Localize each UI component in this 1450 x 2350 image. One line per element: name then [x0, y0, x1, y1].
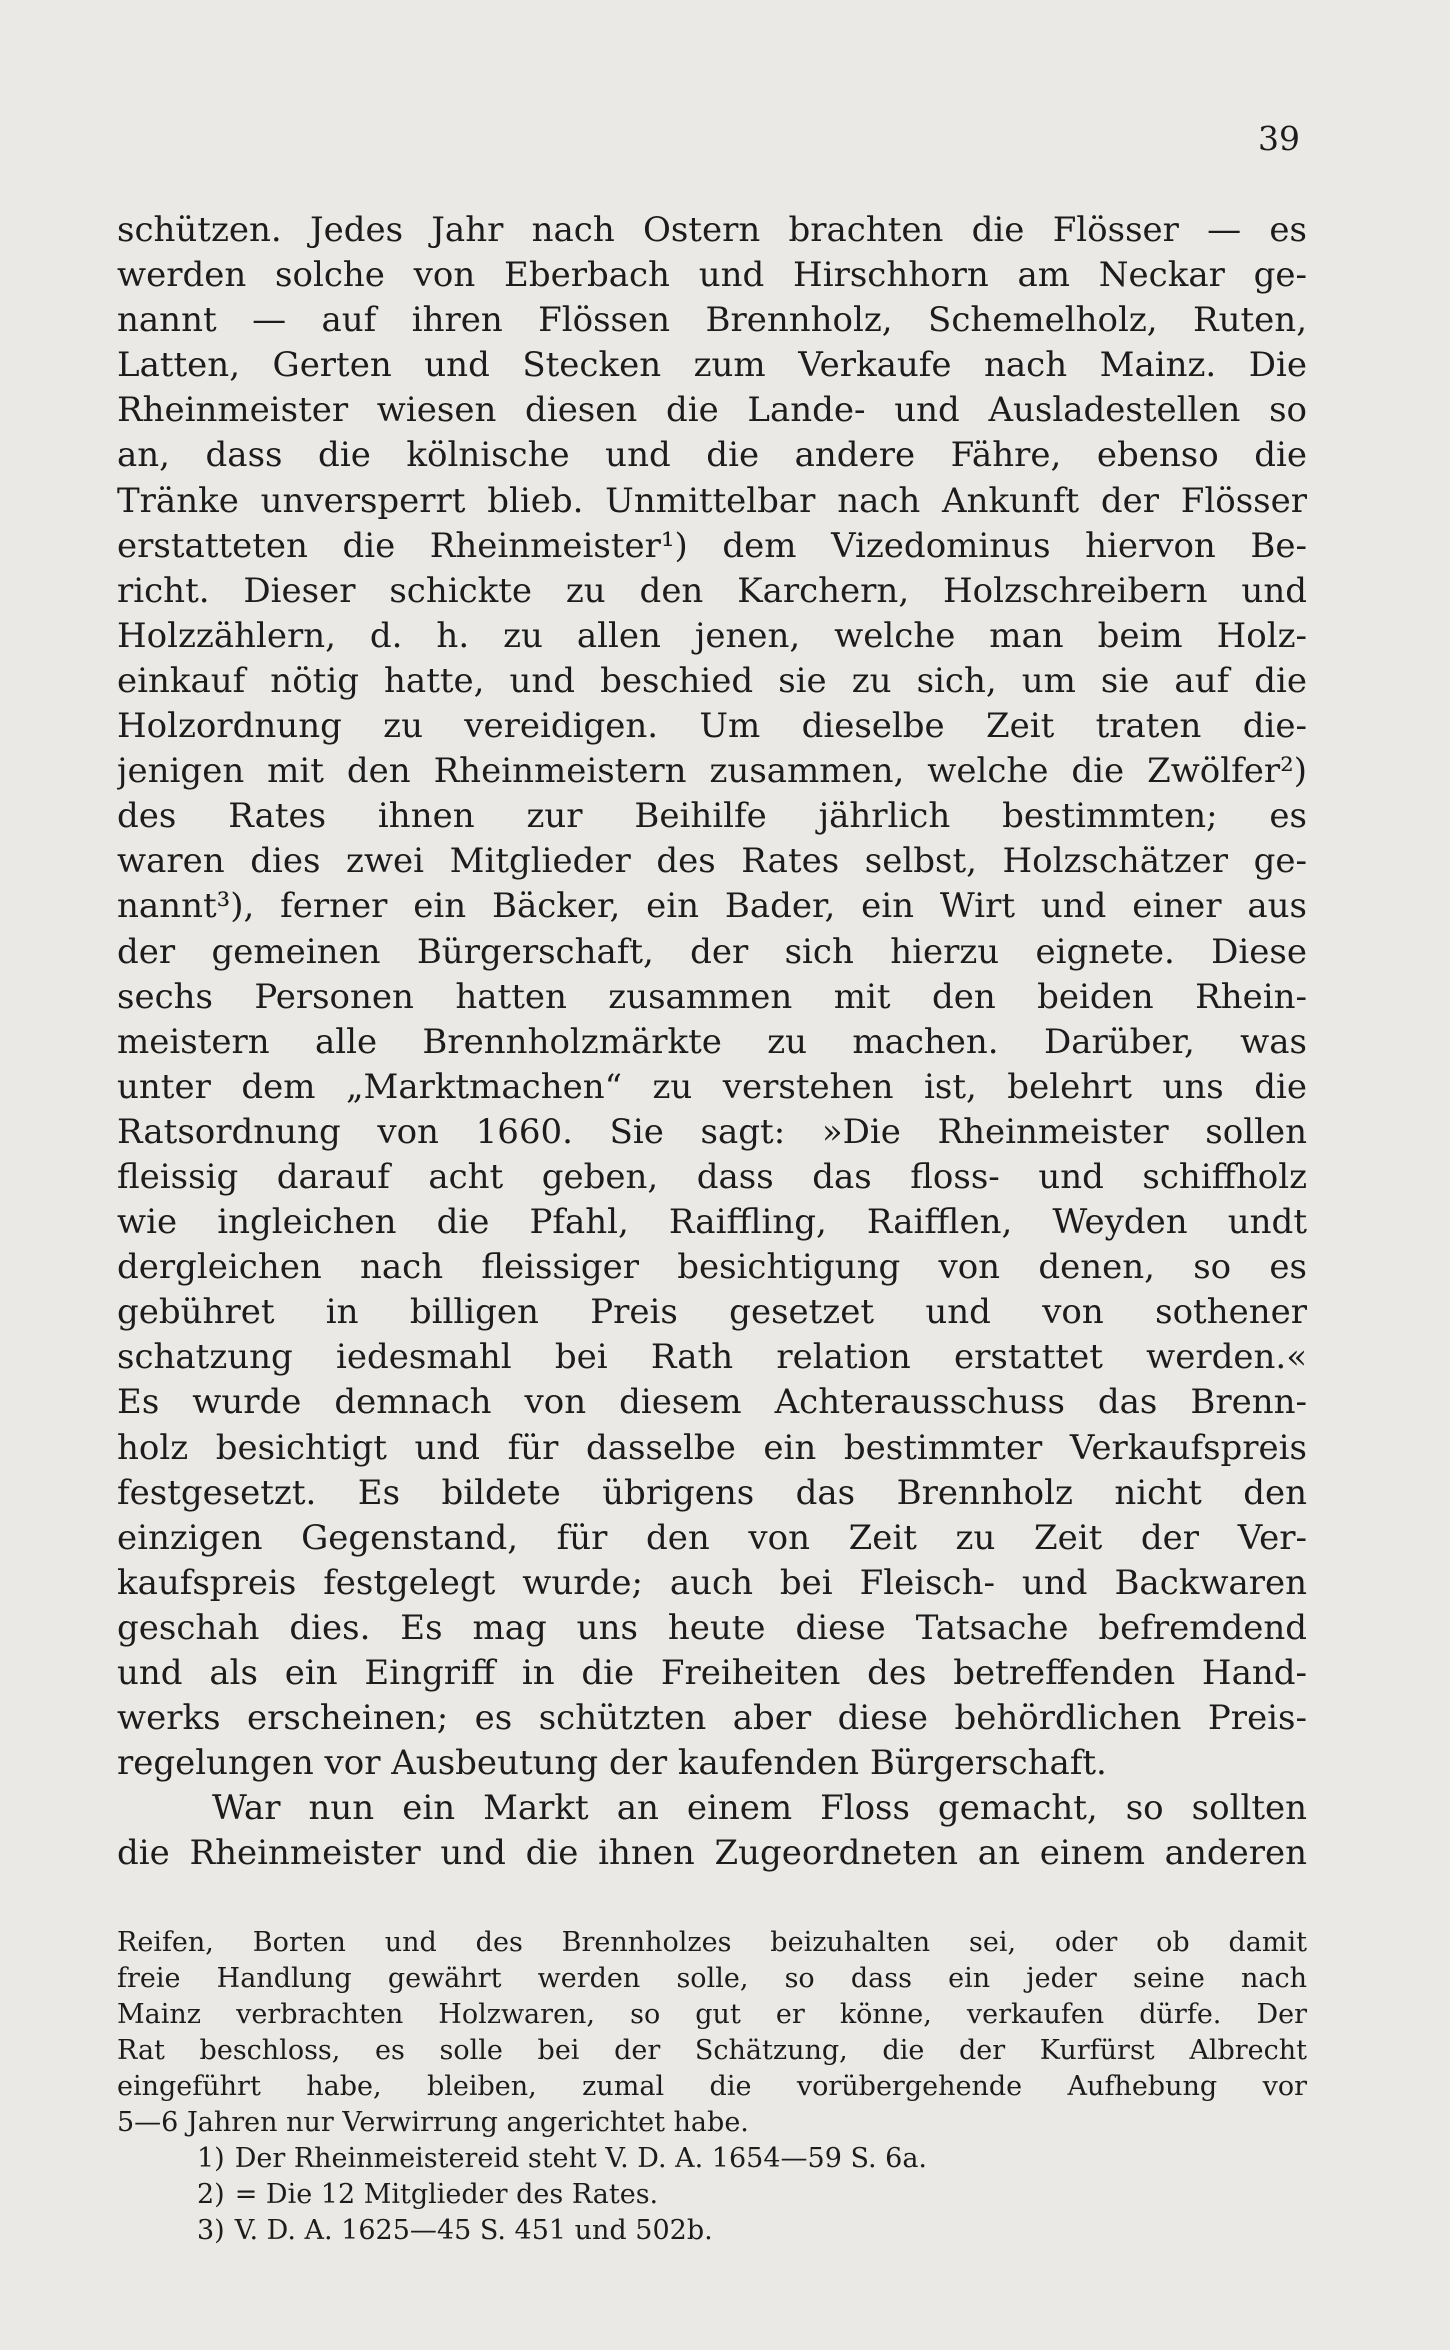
text-line: Latten, Gerten und Stecken zum Verkaufe nach Mainz. Die [117, 345, 1307, 386]
text-line: Tränke unversperrt blieb. Unmittelbar nach Ankunft der Flösser [117, 480, 1307, 521]
footnote-mark: 3) [197, 2215, 225, 2246]
main-text [117, 208, 1307, 1876]
text-line: einkauf nötig hatte, und beschied sie zu sich, um sie auf die [117, 660, 1307, 701]
footnote-mark: 2) [197, 2179, 225, 2210]
text-line: wie ingleichen die Pfahl, Raiffling, Raifflen, Weyden undt [117, 1202, 1307, 1243]
text-line: schützen. Jedes Jahr nach Ostern brachten die Flösser — es [117, 210, 1307, 250]
text-line: geschah dies. Es mag uns heute diese Tatsache befremdend [117, 1607, 1307, 1648]
text-line: der gemeinen Bürgerschaft, der sich hierzu eignete. Diese [117, 931, 1307, 972]
text-line: kaufspreis festgelegt wurde; auch bei Fleisch- und Backwaren [117, 1562, 1307, 1603]
text-line: gebühret in billigen Preis gesetzet und von sothener [117, 1292, 1307, 1333]
text-line: festgesetzt. Es bildete übrigens das Brennholz nicht den [117, 1472, 1307, 1513]
text-line: nannt³), ferner ein Bäcker, ein Bader, ein Wirt und einer aus [117, 886, 1307, 927]
notes-section [117, 1925, 1307, 2249]
page-number: 39 [1258, 119, 1300, 158]
text-line: schatzung iedesmahl bei Rath relation erstattet werden.« [117, 1337, 1307, 1378]
footnote-text: Der Rheinmeistereid steht V. D. A. 1654—59 S. 6a. [234, 2143, 928, 2174]
text-line: Es wurde demnach von diesem Achterausschuss das Brenn- [117, 1382, 1307, 1423]
footnote-text: V. D. A. 1625—45 S. 451 und 502b. [234, 2215, 713, 2246]
text-line: einzigen Gegenstand, für den von Zeit zu Zeit der Ver- [117, 1517, 1307, 1558]
text-line: Holzordnung zu vereidigen. Um dieselbe Zeit traten die- [117, 706, 1307, 747]
note-line: Reifen, Borten und des Brennholzes beizuhalten sei, oder ob damit [117, 1927, 1307, 1958]
text-line: richt. Dieser schickte zu den Karchern, Holzschreibern und [117, 570, 1307, 611]
footnote-mark: 1) [197, 2143, 225, 2174]
text-line: die Rheinmeister und die ihnen Zugeordneten an einem anderen [117, 1833, 1307, 1874]
footnote [117, 2141, 1307, 2177]
text-line: werks erscheinen; es schützten aber diese behördlichen Preis- [117, 1698, 1307, 1739]
note-line: Mainz verbrachten Holzwaren, so gut er könne, verkaufen dürfe. Der [117, 1999, 1307, 2030]
footnote [117, 2213, 1307, 2249]
text-line: werden solche von Eberbach und Hirschhorn am Neckar ge- [117, 255, 1307, 296]
footnote [117, 2177, 1307, 2213]
text-line: an, dass die kölnische und die andere Fähre, ebenso die [117, 435, 1307, 476]
note-line: freie Handlung gewährt werden solle, so dass ein jeder seine nach [117, 1963, 1307, 1994]
text-line: unter dem „Marktmachen“ zu verstehen ist, belehrt uns die [117, 1066, 1307, 1107]
footnote-text: = Die 12 Mitglieder des Rates. [234, 2179, 659, 2210]
text-line: nannt — auf ihren Flössen Brennholz, Schemelholz, Ruten, [117, 300, 1307, 341]
text-line: War nun ein Markt an einem Floss gemacht, so sollten [212, 1788, 1307, 1829]
text-line: meistern alle Brennholzmärkte zu machen. Darüber, was [117, 1021, 1307, 1062]
text-line: und als ein Eingriff in die Freiheiten des betreffenden Hand- [117, 1653, 1307, 1693]
note-line: Rat beschloss, es solle bei der Schätzung, die der Kurfürst Albrecht [117, 2035, 1307, 2066]
text-line: fleissig darauf acht geben, dass das floss- und schiffholz [117, 1156, 1307, 1197]
text-line: Ratsordnung von 1660. Sie sagt: »Die Rheinmeister sollen [117, 1111, 1307, 1152]
text-line: Rheinmeister wiesen diesen die Lande- und Ausladestellen so [117, 390, 1307, 431]
text-line: des Rates ihnen zur Beihilfe jährlich bestimmten; es [117, 796, 1307, 837]
note-line: 5—6 Jahren nur Verwirrung angerichtet habe. [117, 2107, 749, 2138]
text-line: erstatteten die Rheinmeister¹) dem Vizedominus hiervon Be- [117, 525, 1307, 566]
note-line: eingeführt habe, bleiben, zumal die vorübergehende Aufhebung vor [117, 2071, 1307, 2102]
text-line: holz besichtigt und für dasselbe ein bestimmter Verkaufspreis [117, 1427, 1307, 1468]
text-line: Holzzählern, d. h. zu allen jenen, welche man beim Holz- [117, 615, 1307, 656]
text-line: regelungen vor Ausbeutung der kaufenden Bürgerschaft. [117, 1743, 1107, 1784]
text-line: dergleichen nach fleissiger besichtigung von denen, so es [117, 1247, 1307, 1288]
text-line: jenigen mit den Rheinmeistern zusammen, welche die Zwölfer²) [117, 751, 1307, 792]
text-line: waren dies zwei Mitglieder des Rates selbst, Holzschätzer ge- [117, 841, 1307, 882]
text-line: sechs Personen hatten zusammen mit den beiden Rhein- [117, 976, 1307, 1017]
